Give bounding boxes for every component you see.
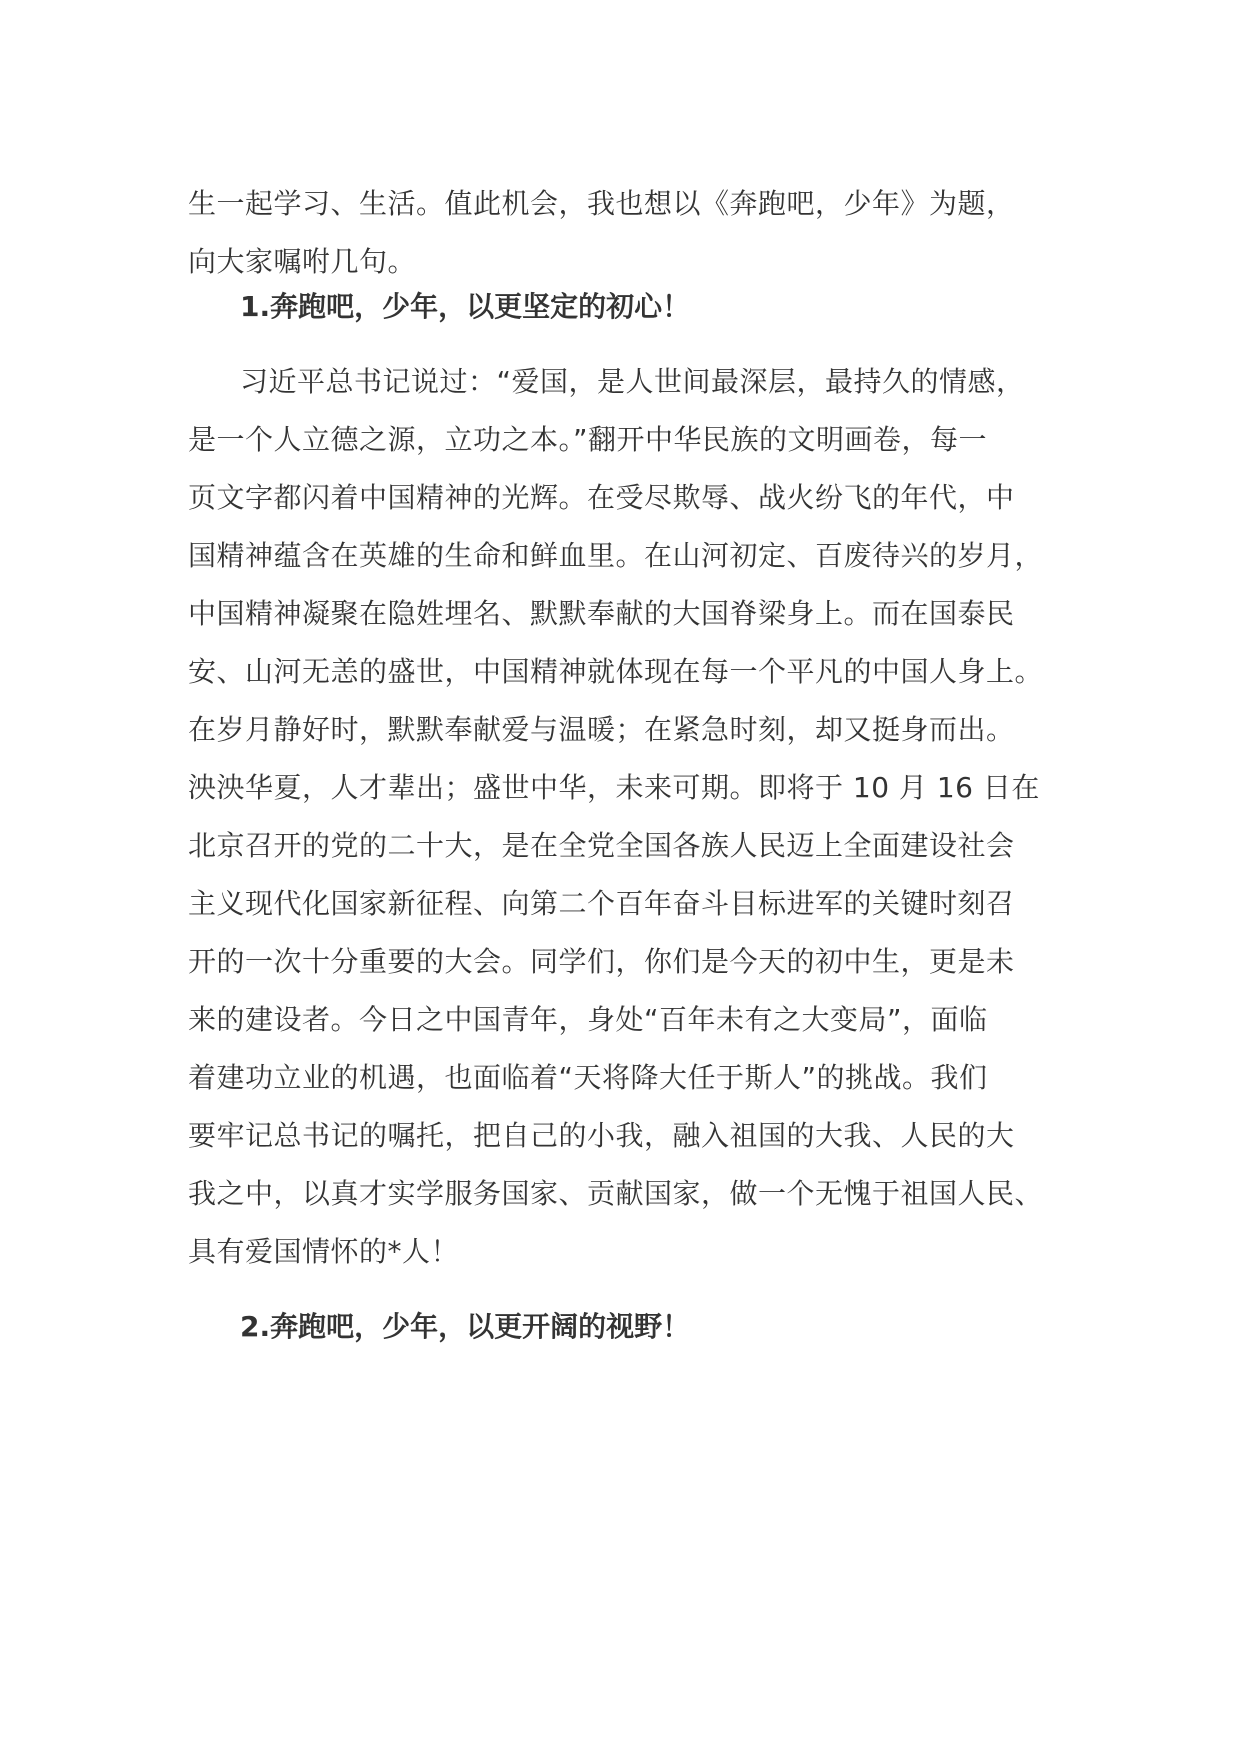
paragraph-line-11: 开的一次十分重要的大会。同学们，你们是今天的初中生，更是未 xyxy=(188,945,1015,978)
section-heading-2: 2.奔跑吧，少年，以更开阔的视野！ xyxy=(240,1310,691,1343)
paragraph-line-15: 我之中，以真才实学服务国家、贡献国家，做一个无愧于祖国人民、 xyxy=(188,1177,1044,1210)
section-heading-1: 1.奔跑吧，少年，以更坚定的初心！ xyxy=(240,290,691,323)
paragraph-line-7: 在岁月静好时，默默奉献爱与温暖；在紧急时刻，却又挺身而出。 xyxy=(188,713,1015,746)
paragraph-line-5: 中国精神凝聚在隐姓埋名、默默奉献的大国脊梁身上。而在国泰民 xyxy=(188,597,1015,630)
paragraph-line-8: 泱泱华夏，人才辈出；盛世中华，未来可期。即将于 10 月 16 日在 xyxy=(188,771,1040,804)
intro-line-2: 向大家嘱咐几句。 xyxy=(188,245,417,278)
paragraph-line-4: 国精神蕴含在英雄的生命和鲜血里。在山河初定、百废待兴的岁月， xyxy=(188,539,1044,572)
paragraph-line-14: 要牢记总书记的嘱托，把自己的小我，融入祖国的大我、人民的大 xyxy=(188,1119,1015,1152)
intro-line-1: 生一起学习、生活。值此机会，我也想以《奔跑吧，少年》为题， xyxy=(188,187,1015,220)
paragraph-line-10: 主义现代化国家新征程、向第二个百年奋斗目标进军的关键时刻召 xyxy=(188,887,1015,920)
paragraph-line-3: 页文字都闪着中国精神的光辉。在受尽欺辱、战火纷飞的年代，中 xyxy=(188,481,1015,514)
paragraph-line-9: 北京召开的党的二十大，是在全党全国各族人民迈上全面建设社会 xyxy=(188,829,1015,862)
paragraph-line-13: 着建功立业的机遇，也面临着“天将降大任于斯人”的挑战。我们 xyxy=(188,1061,988,1094)
paragraph-line-2: 是一个人立德之源，立功之本。”翻开中华民族的文明画卷，每一 xyxy=(188,423,988,456)
paragraph-line-6: 安、山河无恙的盛世，中国精神就体现在每一个平凡的中国人身上。 xyxy=(188,655,1044,688)
paragraph-line-16: 具有爱国情怀的*人！ xyxy=(188,1235,460,1268)
paragraph-line-1: 习近平总书记说过：“爱国，是人世间最深层，最持久的情感， xyxy=(240,365,1025,398)
paragraph-line-12: 来的建设者。今日之中国青年，身处“百年未有之大变局”，面临 xyxy=(188,1003,988,1036)
